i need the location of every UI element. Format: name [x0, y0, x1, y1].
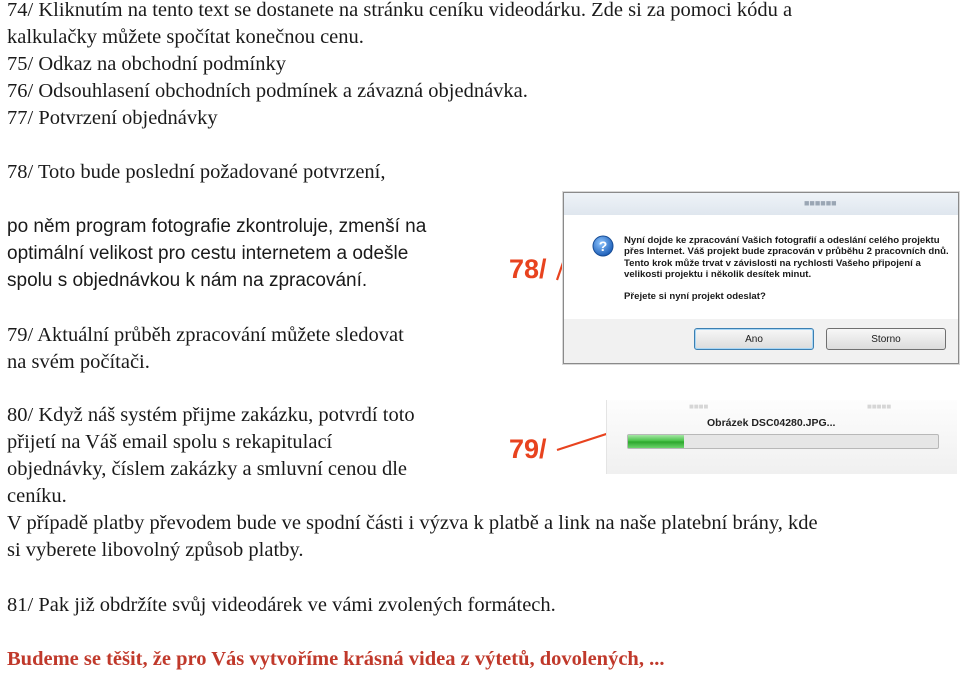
- annotation-78-label: 78/: [509, 254, 547, 284]
- step-76: 76/ Odsouhlasení obchodních podmínek a závazná objednávka.: [7, 80, 528, 102]
- step-78-text-2: optimální velikost pro cestu internetem a odešle: [7, 243, 409, 264]
- step-77: 77/ Potvrzení objednávky: [7, 107, 218, 129]
- step-81: 81/ Pak již obdržíte svůj videodárek ve vámi zvolených formátech.: [7, 594, 556, 616]
- annotation-78: [509, 246, 569, 290]
- step-78-text-3: spolu s objednávkou k nám na zpracování.: [7, 270, 368, 291]
- yes-button[interactable]: Ano: [694, 328, 814, 350]
- closing-message: Budeme se těšit, že pro Vás vytvoříme krásná videa z výtetů, dovolených, ...: [7, 648, 665, 670]
- step-78-text-1: po něm program fotografie zkontroluje, zmenší na: [7, 216, 427, 237]
- step-80-line-1: 80/ Když náš systém přijme zakázku, potvrdí toto: [7, 404, 415, 426]
- step-74-line-2: kalkulačky můžete spočítat konečnou cenu.: [7, 26, 364, 48]
- confirmation-dialog: [563, 192, 959, 364]
- progress-filename: Obrázek DSC04280.JPG...: [707, 417, 836, 429]
- dialog-message: Nyní dojde ke zpracování Vašich fotografií a odeslání celého projektu přes Internet. Váš projekt bude zpracován v průběhu 2 pracovních dnů. Tento krok může trvat v závislosti na rychlosti Vašeho připojení a velikosti projektu i několik desítek minut.: [624, 235, 949, 281]
- annotation-79-label: 79/: [509, 434, 547, 464]
- svg-text:?: ?: [598, 238, 608, 254]
- cancel-button[interactable]: Storno: [826, 328, 946, 350]
- progress-bar: [627, 434, 939, 449]
- upload-progress-panel: [606, 400, 957, 474]
- step-80-line-3: objednávky, číslem zakázky a smluvní cenou dle: [7, 458, 408, 480]
- step-75[interactable]: 75/ Odkaz na obchodní podmínky: [7, 53, 286, 75]
- step-79-line-1: 79/ Aktuální průběh zpracování můžete sledovat: [7, 324, 404, 346]
- dialog-titlebar: ■■■■■■: [564, 193, 958, 215]
- step-79-line-2: na svém počítači.: [7, 351, 150, 373]
- step-74-line-1[interactable]: 74/ Kliknutím na tento text se dostanete na stránku ceníku videodárku. Zde si za pomoci kódu a: [7, 0, 793, 21]
- step-80-line-2: přijetí na Váš email spolu s rekapitulací: [7, 431, 333, 453]
- ghost-text: ■■■■■: [867, 402, 892, 411]
- step-80-line-4: ceníku.: [7, 485, 67, 507]
- question-icon: [592, 235, 614, 257]
- payment-line-1: V případě platby převodem bude ve spodní části i výzva k platbě a link na naše platební brány, kde: [7, 512, 818, 534]
- ghost-text: ■■■■: [689, 402, 709, 411]
- dialog-question: Přejete si nyní projekt odeslat?: [624, 291, 766, 302]
- step-78-heading: 78/ Toto bude poslední požadované potvrzení,: [7, 161, 386, 183]
- progress-bar-fill: [628, 435, 684, 448]
- payment-line-2: si vyberete libovolný způsob platby.: [7, 539, 304, 561]
